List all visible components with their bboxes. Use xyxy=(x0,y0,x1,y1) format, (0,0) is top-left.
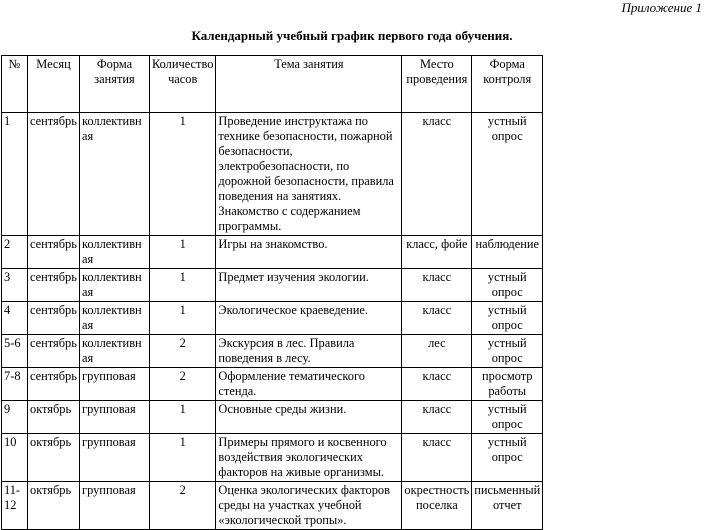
cell-topic: Основные среды жизни. xyxy=(216,401,402,434)
cell-topic: Экологическое краеведение. xyxy=(216,302,402,335)
document-title: Календарный учебный график первого года обучения. xyxy=(191,28,513,43)
cell-topic: Оформление тематического стенда. xyxy=(216,368,402,401)
cell-topic: Оценка экологических факторов среды на участках учебной «экологической тропы». xyxy=(216,482,402,530)
cell-control: устный опрос xyxy=(472,401,543,434)
cell-control: устный опрос xyxy=(472,269,543,302)
cell-control: устный опрос xyxy=(472,113,543,236)
cell-place: класс xyxy=(402,434,472,482)
table-row xyxy=(2,236,543,269)
cell-month: сентябрь xyxy=(28,368,80,401)
cell-hours: 1 xyxy=(150,434,216,482)
cell-month: сентябрь xyxy=(28,113,80,236)
table-header-row xyxy=(2,56,543,113)
cell-place: класс xyxy=(402,113,472,236)
cell-topic: Примеры прямого и косвенного воздействия экологических факторов на живые организмы. xyxy=(216,434,402,482)
cell-number: 2 xyxy=(2,236,28,269)
table-row xyxy=(2,302,543,335)
cell-place: класс xyxy=(402,368,472,401)
cell-hours: 1 xyxy=(150,113,216,236)
cell-control: устный опрос xyxy=(472,335,543,368)
cell-topic: Предмет изучения экологии. xyxy=(216,269,402,302)
cell-hours: 2 xyxy=(150,335,216,368)
table-row xyxy=(2,368,543,401)
cell-hours: 1 xyxy=(150,302,216,335)
table-row xyxy=(2,269,543,302)
cell-control: просмотр работы xyxy=(472,368,543,401)
table-row xyxy=(2,113,543,236)
header-place: Место проведения xyxy=(402,56,472,113)
cell-topic: Игры на знакомство. xyxy=(216,236,402,269)
cell-month: сентябрь xyxy=(28,335,80,368)
header-form: Форма занятия xyxy=(80,56,150,113)
cell-month: октябрь xyxy=(28,482,80,530)
cell-form: коллективная xyxy=(80,113,150,236)
cell-control: устный опрос xyxy=(472,302,543,335)
cell-hours: 1 xyxy=(150,401,216,434)
cell-place: класс xyxy=(402,401,472,434)
cell-control: письменный отчет xyxy=(472,482,543,530)
table-row xyxy=(2,335,543,368)
header-control: Форма контроля xyxy=(472,56,543,113)
cell-month: сентябрь xyxy=(28,302,80,335)
cell-form: групповая xyxy=(80,368,150,401)
header-month: Месяц xyxy=(28,56,80,113)
cell-form: групповая xyxy=(80,482,150,530)
cell-month: октябрь xyxy=(28,434,80,482)
table-row xyxy=(2,401,543,434)
cell-place: класс, фойе xyxy=(402,236,472,269)
header-topic: Тема занятия xyxy=(216,56,402,113)
cell-month: октябрь xyxy=(28,401,80,434)
schedule-table xyxy=(1,55,543,530)
cell-hours: 1 xyxy=(150,269,216,302)
cell-form: групповая xyxy=(80,434,150,482)
cell-topic: Экскурсия в лес. Правила поведения в лесу. xyxy=(216,335,402,368)
cell-hours: 1 xyxy=(150,236,216,269)
cell-control: устный опрос xyxy=(472,434,543,482)
table-row xyxy=(2,434,543,482)
header-number: № xyxy=(2,56,28,113)
cell-number: 5-6 xyxy=(2,335,28,368)
cell-hours: 2 xyxy=(150,482,216,530)
cell-place: лес xyxy=(402,335,472,368)
cell-month: сентябрь xyxy=(28,236,80,269)
cell-place: класс xyxy=(402,302,472,335)
cell-number: 7-8 xyxy=(2,368,28,401)
cell-control: наблюдение xyxy=(472,236,543,269)
cell-number: 4 xyxy=(2,302,28,335)
cell-number: 11-12 xyxy=(2,482,28,530)
cell-number: 10 xyxy=(2,434,28,482)
cell-number: 9 xyxy=(2,401,28,434)
cell-form: коллективная xyxy=(80,269,150,302)
cell-form: коллективная xyxy=(80,236,150,269)
cell-hours: 2 xyxy=(150,368,216,401)
cell-form: коллективная xyxy=(80,302,150,335)
cell-form: коллективная xyxy=(80,335,150,368)
cell-number: 1 xyxy=(2,113,28,236)
cell-form: групповая xyxy=(80,401,150,434)
cell-number: 3 xyxy=(2,269,28,302)
cell-month: сентябрь xyxy=(28,269,80,302)
table-row xyxy=(2,482,543,530)
cell-topic: Проведение инструктажа по технике безопасности, пожарной безопасности, электробезопасности, по дорожной безопасности, правила поведения на занятиях. Знакомство с содержанием программы. xyxy=(216,113,402,236)
cell-place: окрестность поселка xyxy=(402,482,472,530)
appendix-label: Приложение 1 xyxy=(621,0,702,15)
cell-place: класс xyxy=(402,269,472,302)
header-hours: Количество часов xyxy=(150,56,216,113)
